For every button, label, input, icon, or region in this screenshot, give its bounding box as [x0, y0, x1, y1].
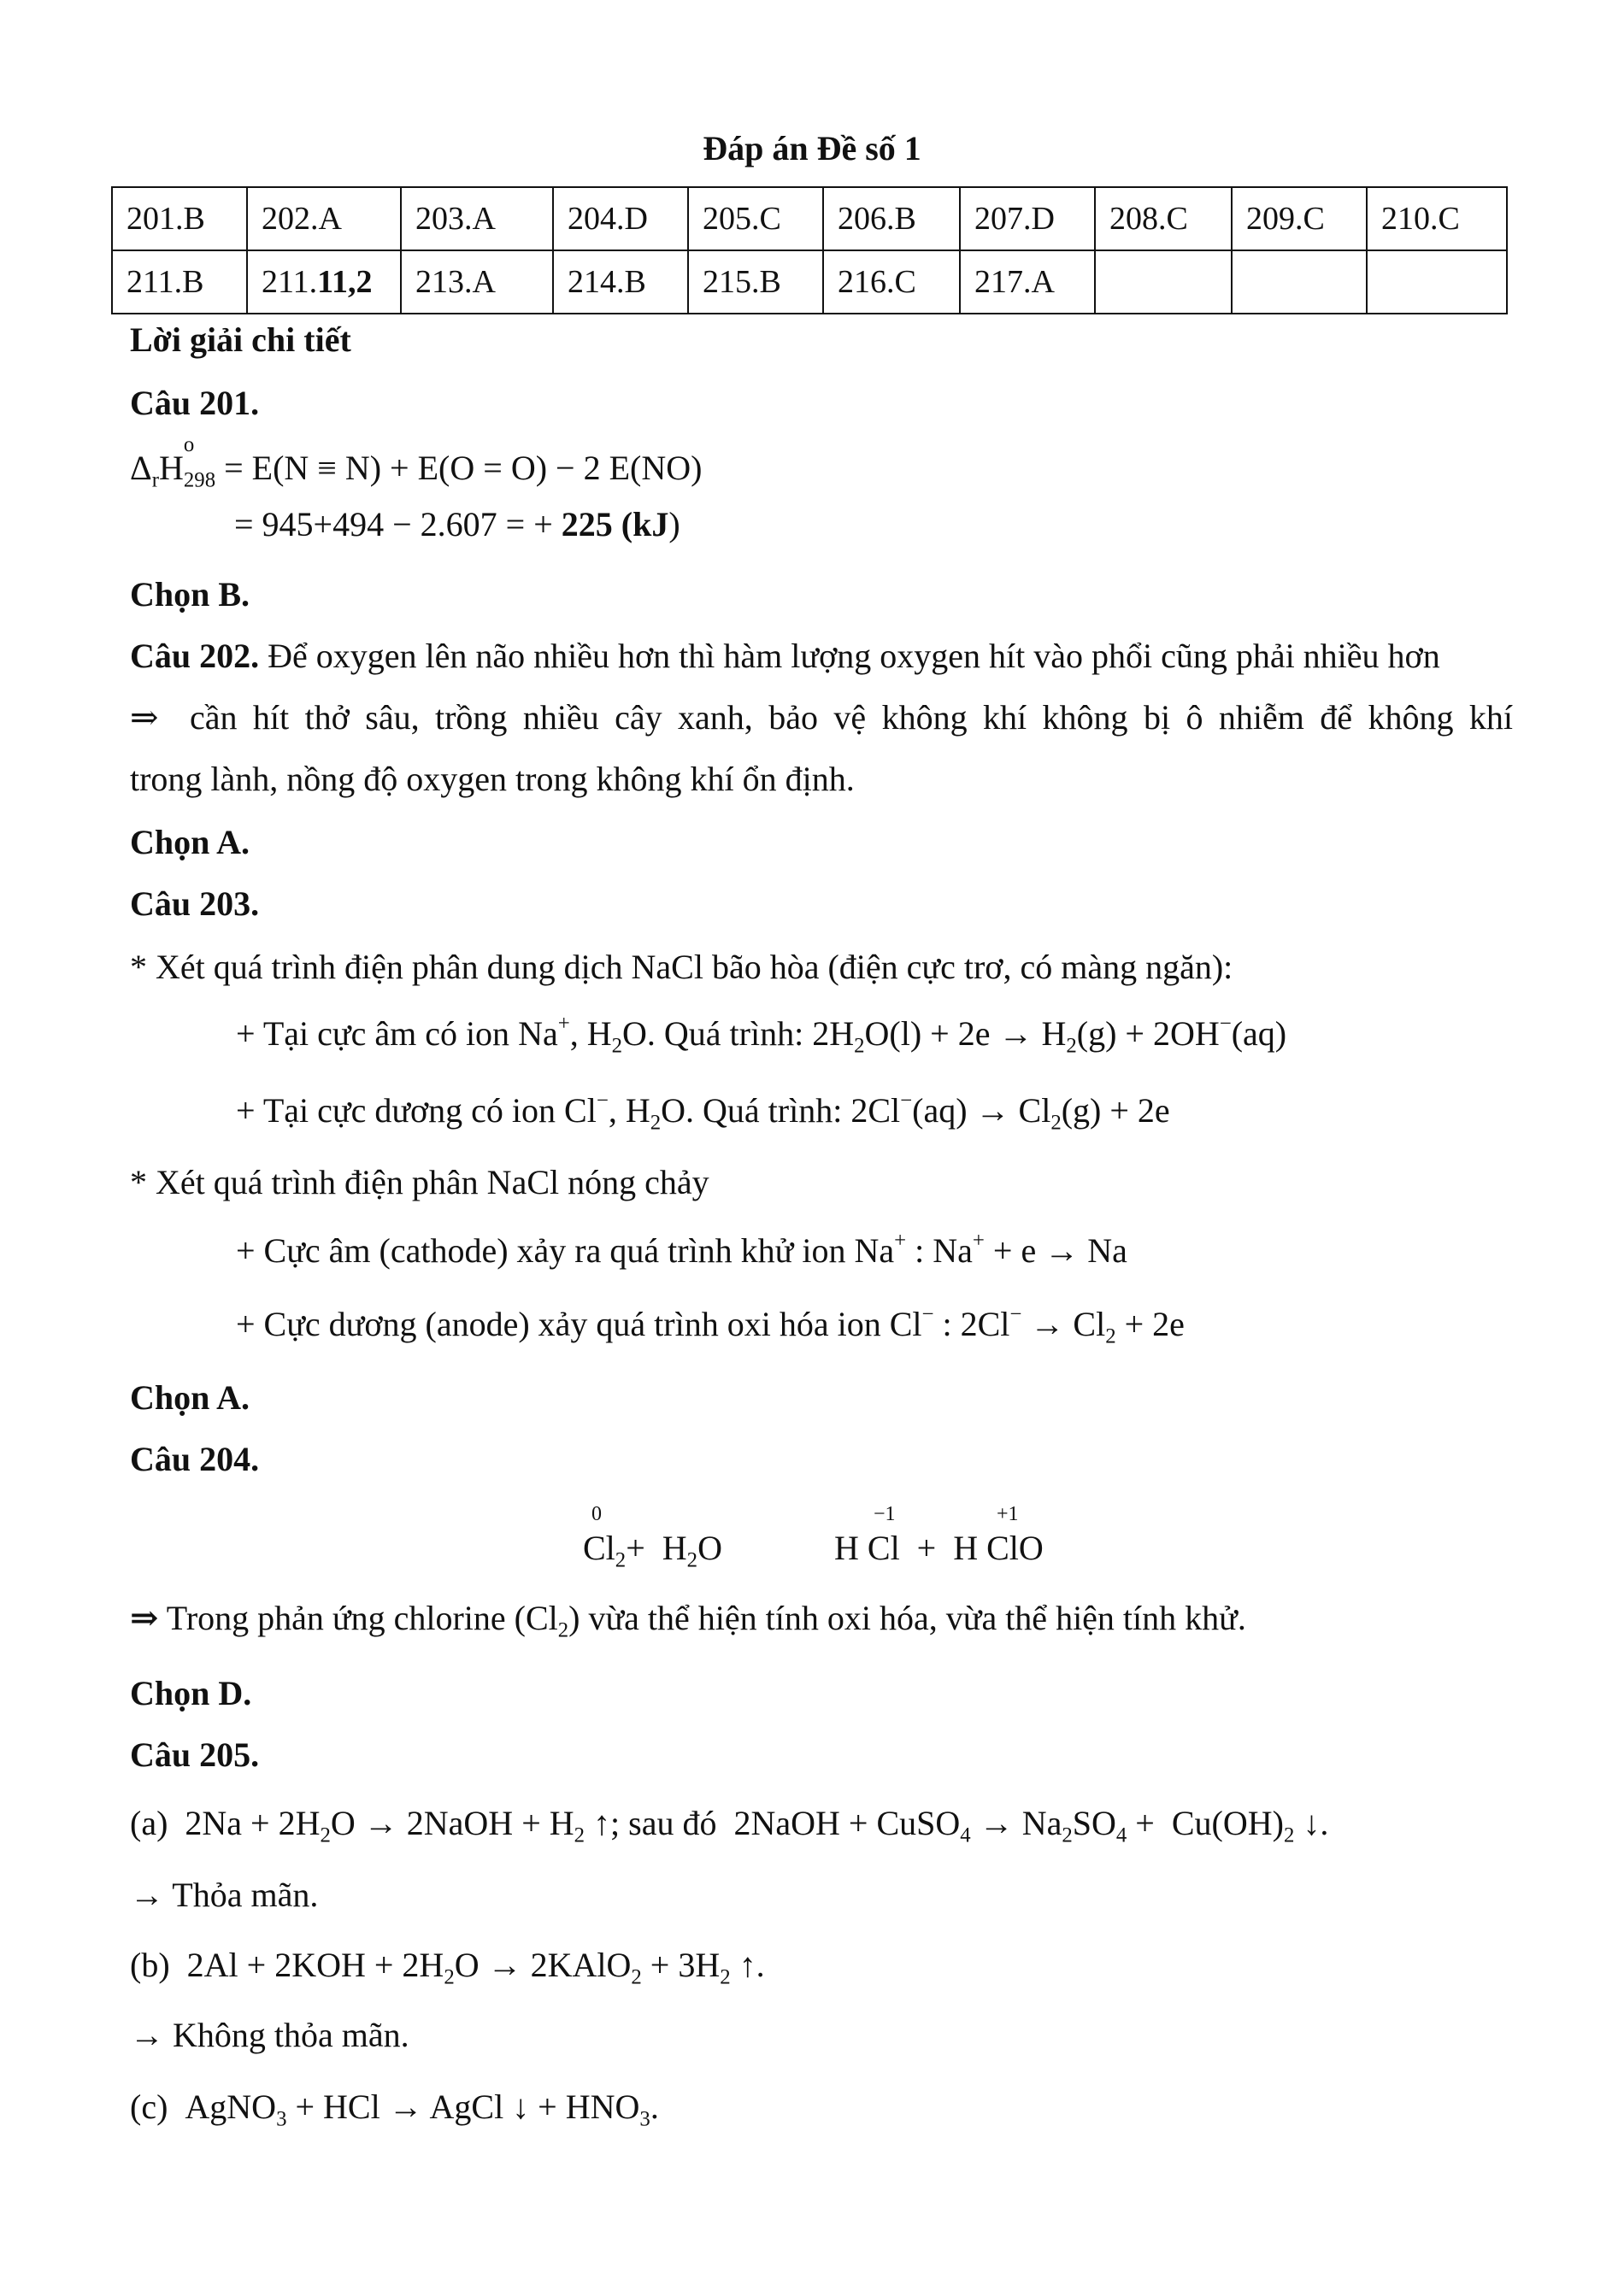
enthalpy-value: 225 (kJ: [561, 505, 669, 543]
answer-row: [112, 250, 1507, 314]
question-203-cathode: + Tại cực âm có ion Na+, $H_2O$. Quá trình: $2H_2O(l) + 2e \to H_2(g) + 2OH^-(aq)$: [236, 1012, 1287, 1058]
enthalpy-calc: = 945+494 − 2.607 = +: [234, 505, 553, 543]
answer-table: [111, 186, 1508, 314]
answer-cell: 211.B: [112, 250, 247, 314]
then-text: ; sau đó: [610, 1804, 717, 1842]
anode-text: + Tại cực dương có ion: [236, 1091, 556, 1130]
answer-cell: 206.B: [823, 187, 960, 250]
reaction-products: H Cl + H ClO: [834, 1529, 1044, 1567]
enthalpy-symbol: $\Delta_rH$ o $_{298}$: [130, 433, 216, 492]
answer-cell: 210.C: [1367, 187, 1507, 250]
answer-row: [112, 187, 1507, 250]
answer-cell: [247, 250, 401, 314]
enthalpy-result: = 945+494 − 2.607 = + 225 (kJ): [234, 505, 680, 543]
melt-anode-text: + Cực dương (anode) xảy quá trình oxi hóa ion: [236, 1305, 881, 1343]
answer-cell-bold: 11,2: [317, 264, 373, 300]
answer-cell: 214.B: [553, 250, 688, 314]
answer-cell: 205.C: [688, 187, 823, 250]
answer-cell: 213.A: [401, 250, 553, 314]
page-title: Đáp án Đề số 1: [703, 129, 921, 167]
melt-cathode-text: + Cực âm (cathode) xảy ra quá trình khử ion: [236, 1231, 846, 1270]
question-202-text: Để oxygen lên não nhiều hơn thì hàm lượng oxygen hít vào phổi cũng phải nhiều hơn: [268, 637, 1440, 675]
question-202-choice: Chọn A.: [130, 823, 250, 861]
question-205-a: (a) $2Na + 2H_2O$ → 2NaOH + $H_2$ ↑; sau đó 2NaOH + CuSO$_4$ → $Na_2SO_4 + Cu(OH)_2$ ↓.: [130, 1804, 1329, 1847]
answer-cell: 203.A: [401, 187, 553, 250]
answer-cell: [1367, 250, 1507, 314]
process-label: Quá trình:: [703, 1091, 843, 1130]
question-204-label: Câu 204.: [130, 1440, 260, 1478]
answer-cell-prefix: 211.: [262, 264, 318, 300]
solution-heading: Lời giải chi tiết: [130, 320, 351, 359]
enthalpy-equation: [130, 433, 703, 492]
answer-cell: [1095, 250, 1232, 314]
answer-cell: 217.A: [960, 250, 1095, 314]
question-203-line1: * Xét quá trình điện phân dung dịch NaCl bão hòa (điện cực trơ, có màng ngăn):: [130, 948, 1233, 986]
oxidation-number-hclo: +1: [997, 1503, 1019, 1525]
question-201-choice: Chọn B.: [130, 575, 250, 614]
question-205-c: (c) AgNO$_3$ + HCl → AgCl ↓ + $HNO_3$.: [130, 2088, 659, 2131]
question-203-anode: + Tại cực dương có ion Cl−, $H_2O$. Quá trình: $2Cl^-(aq) \to Cl_2(g) + 2e$: [236, 1089, 1170, 1135]
question-204-choice: Chọn D.: [130, 1674, 252, 1712]
question-202-line1: [130, 639, 1440, 673]
oxidation-number-hcl: −1: [874, 1503, 896, 1525]
answer-cell: 202.A: [247, 187, 401, 250]
question-202-line3: trong lành, nồng độ oxygen trong không khí ổn định.: [130, 760, 855, 798]
answer-cell: 215.B: [688, 250, 823, 314]
conclusion-text-b: vừa thể hiện tính oxi hóa, vừa thể hiện tính khử.: [588, 1599, 1246, 1637]
question-204-conclusion: ⇒ Trong phản ứng chlorine $(Cl_2)$ vừa thể hiện tính oxi hóa, vừa thể hiện tính khử.: [130, 1599, 1246, 1642]
question-205-b: (b) $2Al + 2KOH + 2H_2O$ → 2KAlO$_2$ + $3H_2$ ↑.: [130, 1946, 765, 1989]
answer-cell: 201.B: [112, 187, 247, 250]
answer-cell: [1232, 250, 1367, 314]
question-202-label: Câu 202.: [130, 637, 260, 675]
question-205-label: Câu 205.: [130, 1735, 260, 1774]
reaction-reactants: $Cl_2+ H_2O$: [583, 1529, 722, 1572]
answer-cell: 209.C: [1232, 187, 1367, 250]
question-203-melt-anode: + Cực dương (anode) xảy quá trình oxi hóa ion Cl− : $2Cl^- \to Cl_2 + 2e$: [236, 1302, 1185, 1348]
question-205-b-result: → Không thỏa mãn.: [130, 2016, 409, 2054]
conclusion-text-a: Trong phản ứng chlorine: [166, 1599, 506, 1637]
question-203-melt-cathode: + Cực âm (cathode) xảy ra quá trình khử ion Na+ : Na+ + e → Na: [236, 1229, 1127, 1270]
cathode-text: + Tại cực âm có ion: [236, 1014, 510, 1053]
answer-cell: 204.D: [553, 187, 688, 250]
question-205-a-result: → Thỏa mãn.: [130, 1876, 319, 1914]
enthalpy-expression: = E(N ≡ N) + E(O = O) − 2 E(NO): [224, 449, 703, 487]
question-202-line2: cần hít thở sâu, trồng nhiều cây xanh, bảo vệ không khí không bị ô nhiễm để không khí: [190, 698, 1513, 737]
process-label: Quá trình:: [663, 1014, 804, 1053]
implies-icon: ⇒: [130, 1599, 159, 1637]
question-203-label: Câu 203.: [130, 884, 260, 923]
answer-cell: 207.D: [960, 187, 1095, 250]
oxidation-number-cl2: 0: [591, 1503, 602, 1525]
question-203-line4: * Xét quá trình điện phân NaCl nóng chảy: [130, 1163, 709, 1201]
question-201-label: Câu 201.: [130, 384, 260, 422]
answer-cell: 208.C: [1095, 187, 1232, 250]
question-203-choice: Chọn A.: [130, 1378, 250, 1417]
implies-icon: ⇒: [130, 698, 159, 737]
answer-cell: 216.C: [823, 250, 960, 314]
